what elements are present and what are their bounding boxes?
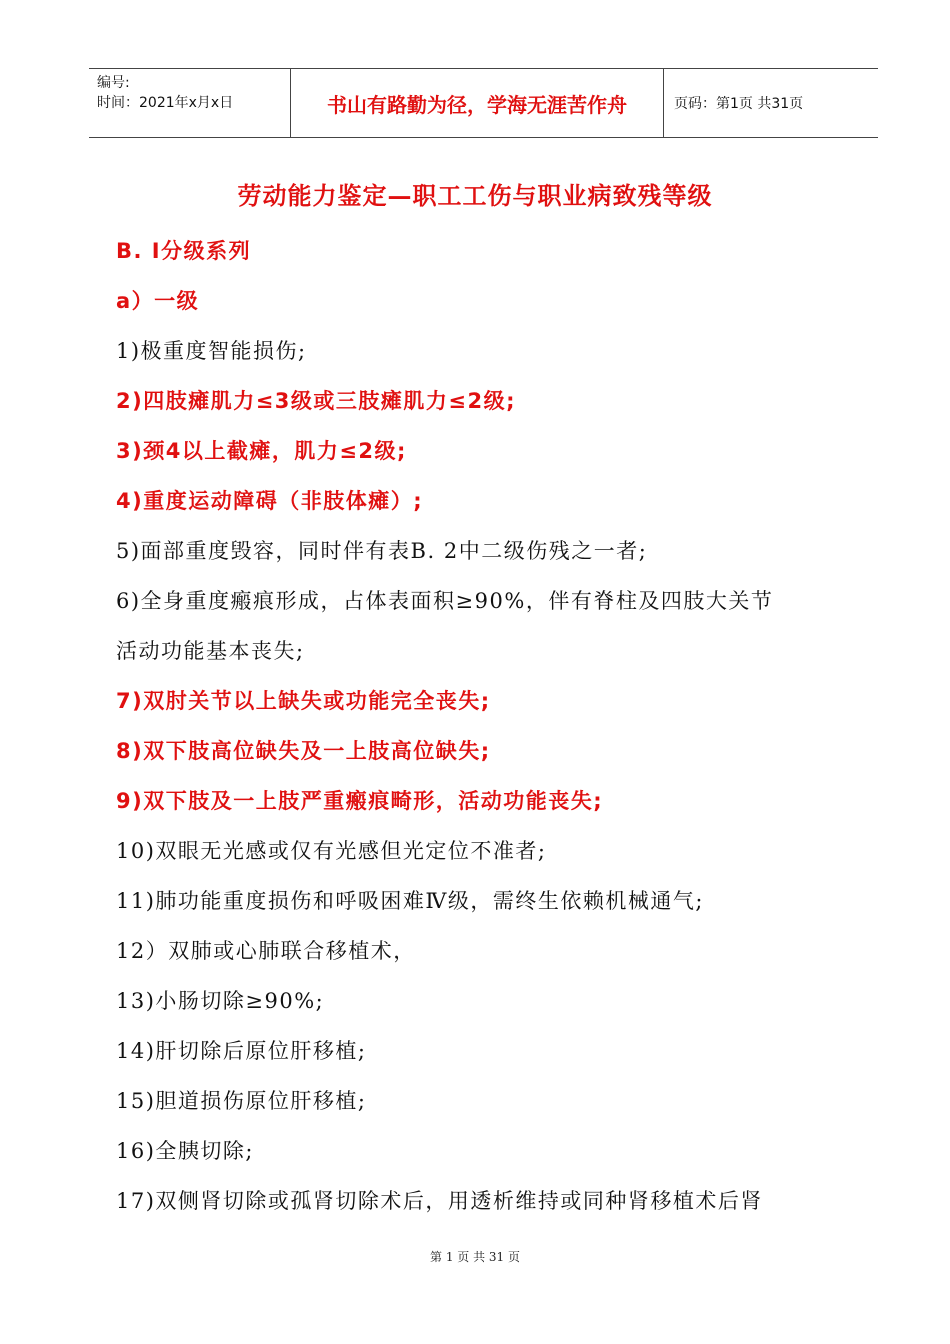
body-line: 9)双下肢及一上肢严重瘢痕畸形，活动功能丧失; [116, 789, 604, 813]
body-line: 10)双眼无光感或仅有光感但光定位不准者; [116, 839, 547, 863]
body-line: 13)小肠切除≥90%; [116, 989, 325, 1013]
body-line: 17)双侧肾切除或孤肾切除术后，用透析维持或同种肾移植术后肾 [116, 1189, 763, 1213]
code-label: 编号: [97, 75, 130, 91]
body-line: 4)重度运动障碍（非肢体瘫）; [116, 489, 424, 513]
body-line: B. Ⅰ分级系列 [116, 239, 252, 263]
body-line: a）一级 [116, 289, 200, 313]
header-motto: 书山有路勤为径，学海无涯苦作舟 [291, 69, 664, 137]
body-line: 15)胆道损伤原位肝移植; [116, 1089, 367, 1113]
body-line: 7)双肘关节以上缺失或功能完全丧失; [116, 689, 491, 713]
body-line: 14)肝切除后原位肝移植; [116, 1039, 367, 1063]
header-meta [89, 69, 291, 137]
document-header [89, 68, 878, 138]
page-footer: 第 1 页 共 31 页 [430, 1250, 520, 1264]
body-line: 6)全身重度瘢痕形成，占体表面积≥90%，伴有脊柱及四肢大关节 [116, 589, 774, 613]
body-line: 16)全胰切除; [116, 1139, 254, 1163]
body-line: 11)肺功能重度损伤和呼吸困难Ⅳ级，需终生依赖机械通气; [116, 889, 704, 913]
body-line: 8)双下肢高位缺失及一上肢高位缺失; [116, 739, 491, 763]
body-line: 12）双肺或心肺联合移植术， [116, 939, 416, 963]
document-body [116, 226, 861, 1226]
time-label: 时间：2021年x月x日 [97, 95, 234, 111]
body-line: 5)面部重度毁容，同时伴有表B. 2中二级伤残之一者; [116, 539, 648, 563]
document-title: 劳动能力鉴定—职工工伤与职业病致残等级 [237, 181, 713, 210]
body-line: 2)四肢瘫肌力≤3级或三肢瘫肌力≤2级; [116, 389, 517, 413]
body-line: 1)极重度智能损伤; [116, 339, 307, 363]
body-line: 3)颈4以上截瘫，肌力≤2级; [116, 439, 407, 463]
body-line: 活动功能基本丧失; [116, 639, 305, 663]
header-page-info: 页码：第1页 共31页 [674, 96, 804, 112]
